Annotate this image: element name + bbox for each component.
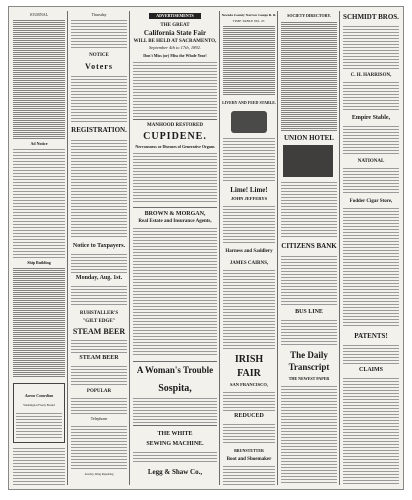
schmidt-heading: SCHMIDT BROS. — [343, 13, 399, 21]
harness-heading: Harness and Saddlery — [225, 249, 273, 254]
text-block — [343, 81, 399, 111]
manhood-heading: MANHOOD RESTORED — [147, 123, 203, 128]
boot-heading: Boot and Shoemaker — [226, 457, 272, 462]
white-heading: THE WHITE — [157, 431, 193, 437]
fair-sub: Don't Miss (or) Miss the Whole Year! — [143, 53, 207, 58]
carriage-illustration — [231, 111, 267, 133]
text-block — [223, 205, 275, 245]
notice-heading: NOTICE — [89, 53, 109, 58]
text-block — [281, 21, 337, 131]
text-block — [71, 285, 127, 305]
citizens-heading: CITIZENS BANK — [281, 242, 337, 250]
legg-heading: Legg & Shaw Co., — [147, 468, 203, 476]
divider — [133, 119, 217, 120]
text-block — [71, 397, 127, 415]
masthead-label: JOURNAL — [29, 12, 49, 17]
steam-ad-line-1: RUHSTALLER'S — [79, 311, 119, 316]
column-6 — [341, 11, 401, 485]
national-heading: NATIONAL — [357, 159, 385, 164]
taxpayers-heading: Notice to Taxpayers. — [72, 243, 126, 249]
text-block — [343, 25, 399, 69]
text-block — [343, 125, 399, 155]
fair-head-1: THE GREAT — [160, 23, 190, 28]
directory-heading: SOCIETY DIRECTORY. — [287, 13, 331, 18]
text-block — [133, 61, 217, 117]
steam-beer-heading: STEAM BEER — [72, 327, 126, 336]
text-block — [223, 465, 275, 485]
text-block — [223, 391, 275, 411]
text-block — [71, 75, 127, 123]
fair-head-2: California State Fair — [143, 29, 207, 37]
timetable-rows — [223, 25, 275, 95]
newspaper-page — [8, 6, 404, 490]
fair-heading: FAIR — [237, 368, 261, 379]
newest-heading: THE NEWEST PAPER — [288, 376, 330, 381]
column-4 — [221, 11, 277, 485]
time-table: TIME TABLE NO. 47. — [232, 19, 266, 23]
daily-heading: The Daily — [290, 350, 328, 360]
woman-heading: A Woman's Trouble — [136, 365, 214, 375]
union-heading: UNION HOTEL — [284, 134, 334, 142]
text-block — [281, 385, 337, 485]
text-block — [281, 255, 337, 305]
column-2 — [69, 11, 129, 485]
text-block — [71, 253, 127, 273]
text-block — [71, 365, 127, 385]
divider — [133, 425, 217, 426]
voters-heading: Voters — [85, 62, 113, 71]
livery-heading: LIVERY AND FEED STABLE. — [222, 100, 276, 105]
text-block — [13, 19, 65, 139]
text-block — [343, 207, 399, 327]
column-rule — [67, 11, 68, 485]
brown-title: BROWN & MORGAN, — [144, 211, 206, 217]
sf-heading: SAN FRANCISCO, — [229, 382, 268, 387]
brown-sub: Real Estate and Insurance Agents, — [138, 219, 212, 224]
popular-heading: POPULAR — [86, 389, 112, 394]
text-block — [71, 19, 127, 49]
col1-heading: Ad Notice — [30, 141, 48, 146]
text-block — [133, 451, 217, 463]
text-block — [281, 319, 337, 345]
cupidene-heading: CUPIDENE. — [143, 131, 207, 142]
bottom-label: Jewelry, Ring Repairing — [84, 472, 114, 476]
transcript-heading: Transcript — [288, 362, 330, 372]
text-block — [343, 167, 399, 195]
steam-beer-heading-2: STEAM BEER — [79, 355, 119, 361]
column-rule — [339, 11, 340, 485]
divider — [133, 207, 217, 208]
header-tag: ADVERTISEMENTS — [156, 13, 194, 18]
text-block — [223, 269, 275, 349]
text-block — [133, 152, 217, 204]
small-line: Thursday — [91, 12, 107, 17]
jefferys-heading: JOHN JEFFERYS — [230, 196, 268, 201]
cupidene-sub: Nervousness or Diseases of Generative Organs — [135, 144, 215, 149]
text-block — [223, 423, 275, 443]
text-block — [71, 139, 127, 237]
text-block — [71, 425, 127, 469]
registration-heading: REGISTRATION. — [71, 126, 127, 134]
ad-box — [13, 383, 65, 443]
fodder-heading: Fodder Cigar Store, — [349, 199, 393, 204]
lime-heading: Lime! Lime! — [230, 186, 268, 194]
text-block — [343, 377, 399, 485]
steam-ad-line-2: "GILT EDGE" — [82, 319, 116, 324]
column-rule — [277, 11, 278, 485]
divider — [133, 361, 217, 362]
empire-heading: Empire Stable, — [351, 115, 391, 121]
column-rule — [129, 11, 130, 485]
text-block — [223, 137, 275, 181]
fair-head-3: WILL BE HELD AT SACRAMENTO, — [133, 39, 217, 44]
text-block — [281, 181, 337, 239]
text-block — [13, 148, 65, 258]
text-block — [16, 412, 62, 438]
text-block — [71, 339, 127, 353]
text-block — [13, 447, 65, 485]
text-block — [133, 397, 217, 423]
patents-heading: PATENTS! — [354, 332, 388, 340]
ship-ad: Ship Building — [27, 260, 51, 265]
text-block — [133, 227, 217, 357]
bus-heading: BUS LINE — [295, 309, 323, 315]
reduced-heading: REDUCED — [234, 413, 264, 419]
narrow-gauge-heading: Nevada County Narrow Gauge R. R. — [221, 13, 277, 17]
telephone-label: Telephone — [90, 416, 108, 421]
column-1 — [11, 11, 67, 485]
sospita-heading: Sospita, — [158, 383, 192, 394]
column-5 — [279, 11, 339, 485]
hotel-illustration — [283, 145, 333, 177]
date-line: Monday, Aug. 1st. — [75, 275, 123, 281]
column-3 — [131, 11, 219, 485]
fair-dates: September 4th to 17th, 1892. — [149, 45, 201, 50]
bottom-ad-text: Washington Freely Bound — [23, 403, 55, 407]
claims-heading: CLAIMS — [358, 367, 383, 373]
harrison-heading: C. H. HARRISON, — [350, 73, 392, 78]
bottom-ad-title: Aaron Comedian — [24, 393, 54, 398]
text-block — [343, 344, 399, 364]
sewing-heading: SEWING MACHINE. — [146, 441, 204, 447]
irish-heading: IRISH — [234, 354, 264, 365]
column-rule — [219, 11, 220, 485]
bud-heading: BRUNSTETTER — [234, 448, 264, 453]
text-block — [13, 267, 65, 377]
cairns-heading: JAMES CAIRNS, — [229, 261, 269, 266]
